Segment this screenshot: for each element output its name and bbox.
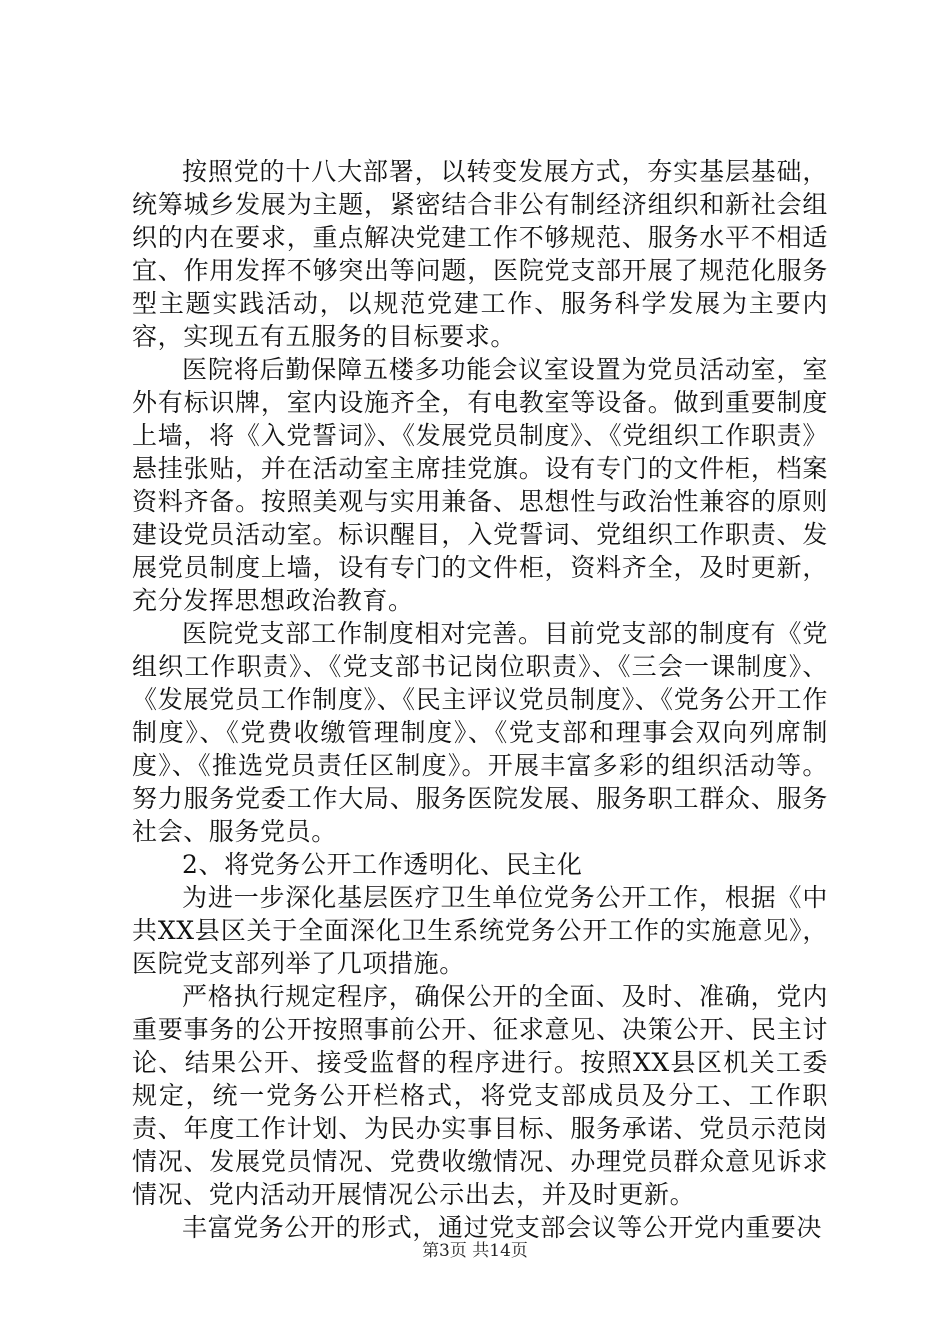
paragraph-procedure: 严格执行规定程序，确保公开的全面、及时、准确，党内重要事务的公开按照事前公开、征求意见、决策公开、民主讨论、结果公开、接受监督的程序进行。按照XX县区机关工委规定，统一党务公开栏格式，将党支部成员及分工、工作职责、年度工作计划、为民办实事目标、服务承诺、党员示范岗情况、发展党员情况、党费收缴情况、办理党员群众意见诉求情况、党内活动开展情况公示出去，并及时更新。 <box>132 982 828 1209</box>
paragraph-forms: 丰富党务公开的形式，通过党支部会议等公开党内重要决 <box>182 1213 823 1242</box>
section-heading: 2、将党务公开工作透明化、民主化 <box>182 850 583 879</box>
paragraph-work-system: 医院党支部工作制度相对完善。目前党支部的制度有《党组织工作职责》、《党支部书记岗位职责》、《三会一课制度》、《发展党员工作制度》、《民主评议党员制度》、《党务公开工作制度》、《党费收缴管理制度》、《党支部和理事会双向列席制度》、《推选党员责任区制度》。开展丰富多彩的组织活动等。努力服务党委工作大局、服务医院发展、服务职工群众、服务社会、服务党员。 <box>132 619 828 846</box>
paragraph-activity-room: 医院将后勤保障五楼多功能会议室设置为党员活动室，室外有标识牌，室内设施齐全，有电教室等设备。做到重要制度上墙，将《入党誓词》、《发展党员制度》、《党组织工作职责》悬挂张贴，并在活动室主席挂党旗。设有专门的文件柜，档案资料齐备。按照美观与实用兼备、思想性与政治性兼容的原则建设党员活动室。标识醒目，入党誓词、党组织工作职责、发展党员制度上墙，设有专门的文件柜，资料齐全，及时更新，充分发挥思想政治教育。 <box>132 355 828 615</box>
page-number-footer: 第3页 共14页 <box>422 1241 528 1261</box>
paragraph-measures: 为进一步深化基层医疗卫生单位党务公开工作，根据《中共XX县区关于全面深化卫生系统党务公开工作的实施意见》，医院党支部列举了几项措施。 <box>132 883 828 978</box>
document-body <box>132 155 828 1244</box>
paragraph-intro: 按照党的十八大部署，以转变发展方式，夯实基层基础，统筹城乡发展为主题，紧密结合非公有制经济组织和新社会组织的内在要求，重点解决党建工作不够规范、服务水平不相适宜、作用发挥不够突出等问题，医院党支部开展了规范化服务型主题实践活动，以规范党建工作、服务科学发展为主要内容，实现五有五服务的目标要求。 <box>132 157 828 351</box>
